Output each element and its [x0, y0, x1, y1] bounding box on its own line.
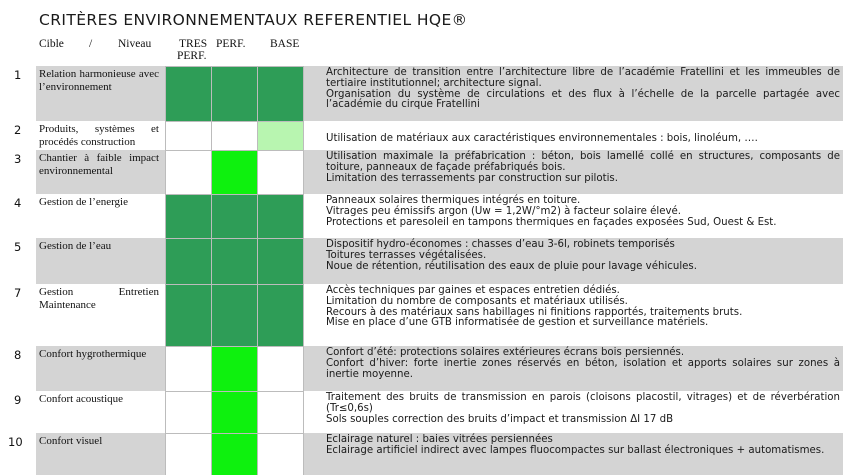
table-row [0, 346, 843, 391]
table-row [0, 391, 843, 433]
row-number: 3 [14, 152, 22, 166]
level-cell-perf [211, 150, 257, 194]
grid-line [211, 284, 212, 346]
grid-line [257, 284, 258, 346]
grid-line [165, 433, 166, 475]
description-line: Noue de rétention, réutilisation des eaux de pluie pour lavage véhicules. [326, 260, 697, 272]
grid-line [257, 194, 258, 238]
description-line: Sols souples correction des bruits d’impact et transmission ΔI 17 dB [326, 413, 674, 425]
header-perf: PERF. [216, 38, 246, 50]
level-cell-perf [211, 194, 257, 238]
grid-line [211, 121, 212, 150]
grid-line [257, 346, 258, 391]
header-tres-perf: PERF. [177, 50, 207, 62]
row-number: 10 [8, 435, 23, 449]
grid-line [211, 150, 212, 194]
level-cell-perf [211, 121, 257, 150]
page-title: CRITÈRES ENVIRONNEMENTAUX REFERENTIEL HQE® [39, 11, 468, 29]
row-label: Gestion de l’energie [39, 196, 128, 208]
grid-line [257, 391, 258, 433]
grid-line [165, 150, 303, 151]
level-cell-tres [165, 433, 211, 475]
table-row [0, 433, 843, 475]
grid-line [165, 433, 303, 434]
row-number: 8 [14, 348, 22, 362]
description-line: Accès techniques par gaines et espaces entretien dédiés. [326, 285, 620, 296]
level-cell-perf [211, 346, 257, 391]
grid-line [257, 238, 258, 284]
description-line: Traitement des bruits de transmission en parois (cloisons placostil, vitrages) et de réverbération (Tr≤0,6s) [326, 392, 840, 414]
row-description [326, 196, 840, 228]
level-cell-base [257, 346, 303, 391]
row-number: 2 [14, 123, 22, 137]
level-cell-base [257, 121, 303, 150]
row-label: Confort hygrothermique [39, 348, 147, 360]
level-cell-base [257, 238, 303, 284]
header-base: BASE [270, 38, 300, 50]
level-cell-tres [165, 194, 211, 238]
description-line: Panneaux solaires thermiques intégrés en toiture. [326, 195, 581, 206]
level-cell-tres [165, 346, 211, 391]
grid-line [257, 433, 258, 475]
description-line: Protections et paresoleil en tampons thermiques en façades exposées Sud, Ouest & Est. [326, 216, 777, 228]
level-cell-tres [165, 391, 211, 433]
description-line: Limitation des terrassements par construction sur pilotis. [326, 172, 618, 184]
description-line: Confort d’été: protections solaires extérieures écrans bois persiennés. [326, 347, 685, 358]
row-description [326, 286, 840, 329]
grid-line [211, 433, 212, 475]
grid-line [165, 66, 303, 67]
grid-line [303, 194, 304, 238]
row-label: Confort acoustique [39, 393, 124, 405]
table-row [0, 194, 843, 238]
table-row [0, 150, 843, 194]
header-slash: / [89, 38, 93, 50]
grid-line [165, 346, 166, 391]
grid-line [303, 346, 304, 391]
header-niveau: Niveau [118, 38, 152, 50]
grid-line [165, 284, 166, 346]
level-cell-tres [165, 238, 211, 284]
description-line: Eclairage naturel : baies vitrées persiennées [326, 434, 553, 445]
row-label: Gestion Entretien Maintenance [39, 286, 159, 311]
level-cell-base [257, 150, 303, 194]
row-number: 5 [14, 240, 22, 254]
row-number: 7 [14, 286, 22, 300]
grid-line [257, 150, 258, 194]
grid-line [211, 66, 212, 121]
description-line: Utilisation maximale la préfabrication : béton, bois lamellé collé en structures, composants de toiture, panneaux de façade préfabriqués bois. [326, 151, 840, 173]
grid-line [211, 194, 212, 238]
level-cell-tres [165, 121, 211, 150]
level-cell-tres [165, 284, 211, 346]
row-description [326, 68, 840, 111]
row-description [326, 348, 840, 380]
row-description [326, 152, 840, 184]
row-description [326, 393, 840, 425]
table-row [0, 284, 843, 346]
row-label: Relation harmonieuse avec l’environnement [39, 68, 159, 93]
level-cell-perf [211, 391, 257, 433]
grid-line [165, 238, 166, 284]
grid-line [303, 391, 304, 433]
description-line: Recours à des matériaux sans habillages ni finitions rapportés, traitements bruts. [326, 306, 743, 318]
grid-line [211, 238, 212, 284]
level-cell-perf [211, 238, 257, 284]
description-line: Vitrages peu émissifs argon (Uw = 1,2W/°m2) à facteur solaire élevé. [326, 205, 682, 217]
grid-line [211, 391, 212, 433]
table-row [0, 121, 843, 150]
grid-line [165, 121, 166, 150]
description-line: Toitures terrasses végétalisées. [326, 249, 487, 261]
grid-line [303, 66, 304, 121]
grid-line [211, 346, 212, 391]
grid-line [165, 391, 166, 433]
row-label: Chantier à faible impact environnemental [39, 152, 159, 177]
row-description [326, 240, 840, 272]
description-line: Architecture de transition entre l’architecture libre de l’académie Fratellini et les immeubles de tertiaire institutionnel; architecture signal. [326, 67, 840, 89]
row-label: Gestion de l’eau [39, 240, 112, 252]
grid-line [165, 121, 303, 122]
description-line: Organisation du système de circulations et des flux à l’échelle de la parcelle partagée avec l’académie du cirque Fratellini [326, 88, 840, 111]
description-line: Limitation du nombre de composants et matériaux utilisés. [326, 295, 628, 307]
grid-line [303, 433, 304, 475]
grid-line [165, 194, 166, 238]
row-label: Confort visuel [39, 435, 103, 447]
grid-line [257, 121, 258, 150]
description-line: Mise en place d’une GTB informatisée de gestion et surveillance matériels. [326, 317, 709, 329]
grid-line [303, 238, 304, 284]
level-cell-base [257, 284, 303, 346]
level-cell-perf [211, 433, 257, 475]
row-number: 4 [14, 196, 22, 210]
grid-line [165, 66, 166, 121]
table-row [0, 66, 843, 121]
grid-line [303, 284, 304, 346]
row-label: Produits, systèmes et procédés construction [39, 123, 159, 148]
level-cell-base [257, 194, 303, 238]
grid-line [165, 238, 303, 239]
grid-line [303, 150, 304, 194]
grid-line [303, 121, 304, 150]
level-cell-tres [165, 66, 211, 121]
row-number: 9 [14, 393, 22, 407]
description-line: Confort d’hiver: forte inertie zones réservés en béton, isolation et apports solaires sur zones à inertie moyenne. [326, 357, 840, 380]
grid-line [165, 284, 303, 285]
row-description [326, 134, 840, 145]
description-line: Eclairage artificiel indirect avec lampes fluocompactes sur ballast électroniques + automatismes. [326, 444, 825, 456]
level-cell-perf [211, 66, 257, 121]
table-row [0, 238, 843, 284]
grid-line [165, 194, 303, 195]
row-description [326, 435, 840, 457]
level-cell-base [257, 66, 303, 121]
description-line: Utilisation de matériaux aux caractéristiques environnementales : bois, linoléum, …. [326, 133, 758, 144]
level-cell-base [257, 391, 303, 433]
level-cell-tres [165, 150, 211, 194]
grid-line [165, 346, 303, 347]
grid-line [257, 66, 258, 121]
header-tres: TRES [179, 38, 208, 50]
description-line: Dispositif hydro-économes : chasses d’eau 3-6l, robinets temporisés [326, 239, 675, 250]
header-cible: Cible [39, 38, 64, 50]
level-cell-perf [211, 284, 257, 346]
grid-line [165, 150, 166, 194]
row-number: 1 [14, 68, 22, 82]
level-cell-base [257, 433, 303, 475]
grid-line [165, 391, 303, 392]
